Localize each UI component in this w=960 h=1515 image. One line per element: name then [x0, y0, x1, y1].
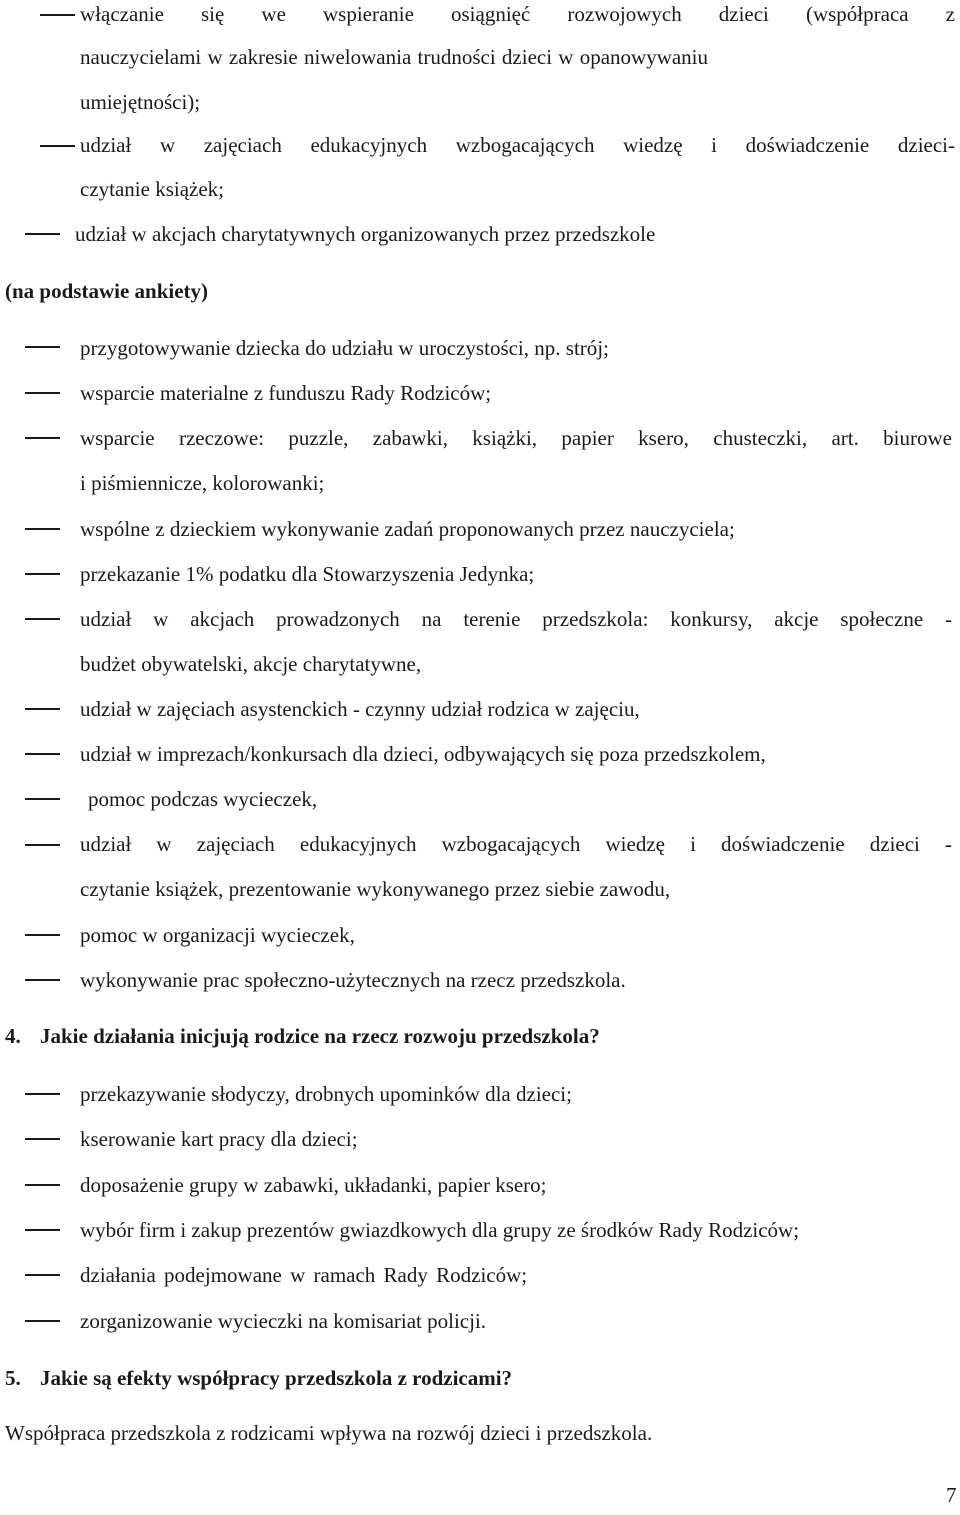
list-item-line: wykonywanie prac społeczno-użytecznych na rzecz przedszkola.: [80, 968, 626, 992]
bullet-dash: [25, 392, 60, 394]
list-item-line: kserowanie kart pracy dla dzieci;: [80, 1127, 358, 1151]
question-number: 4.: [5, 1024, 21, 1048]
list-item-line: umiejętności);: [80, 90, 201, 114]
list-item-line: udział w zajęciach edukacyjnych wzbogacających wiedzę i doświadczenie dzieci -: [80, 832, 952, 856]
list-item-line: czytanie książek, prezentowanie wykonywanego przez siebie zawodu,: [80, 877, 671, 901]
list-item-line: wspólne z dzieckiem wykonywanie zadań proponowanych przez nauczyciela;: [80, 517, 735, 541]
list-item-line: udział w zajęciach edukacyjnych wzbogacających wiedzę i doświadczenie dzieci-: [80, 133, 955, 157]
question-heading: Jakie są efekty współpracy przedszkola z rodzicami?: [40, 1366, 513, 1390]
bullet-dash: [25, 233, 60, 235]
list-item-line: nauczycielami w zakresie niwelowania trudności dzieci w opanowywaniu: [80, 45, 709, 69]
list-item-line: czytanie książek;: [80, 177, 225, 201]
list-item-line: pomoc podczas wycieczek,: [88, 787, 318, 811]
list-item-line: wybór firm i zakup prezentów gwiazdkowych dla grupy ze środków Rady Rodziców;: [80, 1218, 800, 1242]
bullet-dash: [25, 844, 60, 846]
bullet-dash: [25, 1093, 60, 1095]
bullet-dash: [25, 1274, 60, 1276]
bullet-dash: [25, 618, 60, 620]
list-item-line: wsparcie materialne z funduszu Rady Rodziców;: [80, 381, 492, 405]
bullet-dash: [25, 573, 60, 575]
list-item-line: udział w akcjach prowadzonych na terenie przedszkola: konkursy, akcje społeczne -: [80, 607, 952, 631]
bullet-dash: [25, 934, 60, 936]
list-item-line: udział w akcjach charytatywnych organizowanych przez przedszkole: [75, 222, 656, 246]
bullet-dash: [40, 14, 75, 16]
list-item-line: udział w zajęciach asystenckich - czynny udział rodzica w zajęciu,: [80, 697, 640, 721]
bullet-dash: [25, 708, 60, 710]
list-item-line: wsparcie rzeczowe: puzzle, zabawki, książki, papier ksero, chusteczki, art. biurowe: [80, 426, 952, 450]
bullet-dash: [25, 979, 60, 981]
bullet-dash: [25, 346, 60, 348]
bullet-dash: [25, 437, 60, 439]
list-item-line: doposażenie grupy w zabawki, układanki, papier ksero;: [80, 1173, 547, 1197]
question-number: 5.: [5, 1366, 21, 1390]
list-item-line: pomoc w organizacji wycieczek,: [80, 923, 355, 947]
bullet-dash: [40, 145, 75, 147]
paragraph: Współpraca przedszkola z rodzicami wpływa na rozwój dzieci i przedszkola.: [5, 1421, 653, 1445]
bullet-dash: [25, 1320, 60, 1322]
bullet-dash: [25, 1184, 60, 1186]
list-item-line: działania podejmowane w ramach Rady Rodziców;: [80, 1263, 528, 1287]
list-item-line: zorganizowanie wycieczki na komisariat policji.: [80, 1309, 487, 1333]
list-item-line: przekazanie 1% podatku dla Stowarzyszenia Jedynka;: [80, 562, 535, 586]
question-heading: Jakie działania inicjują rodzice na rzecz rozwoju przedszkola?: [40, 1024, 600, 1048]
list-item-line: budżet obywatelski, akcje charytatywne,: [80, 652, 422, 676]
list-item-line: udział w imprezach/konkursach dla dzieci, odbywających się poza przedszkolem,: [80, 742, 766, 766]
subheading: (na podstawie ankiety): [5, 279, 209, 303]
list-item-line: i piśmiennicze, kolorowanki;: [80, 471, 325, 495]
bullet-dash: [25, 528, 60, 530]
bullet-dash: [25, 798, 60, 800]
bullet-dash: [25, 1229, 60, 1231]
bullet-dash: [25, 753, 60, 755]
page-number: 7: [946, 1483, 957, 1507]
list-item-line: przygotowywanie dziecka do udziału w uroczystości, np. strój;: [80, 336, 609, 360]
bullet-dash: [25, 1138, 60, 1140]
list-item-line: włączanie się we wspieranie osiągnięć rozwojowych dzieci (współpraca z: [80, 2, 955, 26]
list-item-line: przekazywanie słodyczy, drobnych upominków dla dzieci;: [80, 1082, 572, 1106]
